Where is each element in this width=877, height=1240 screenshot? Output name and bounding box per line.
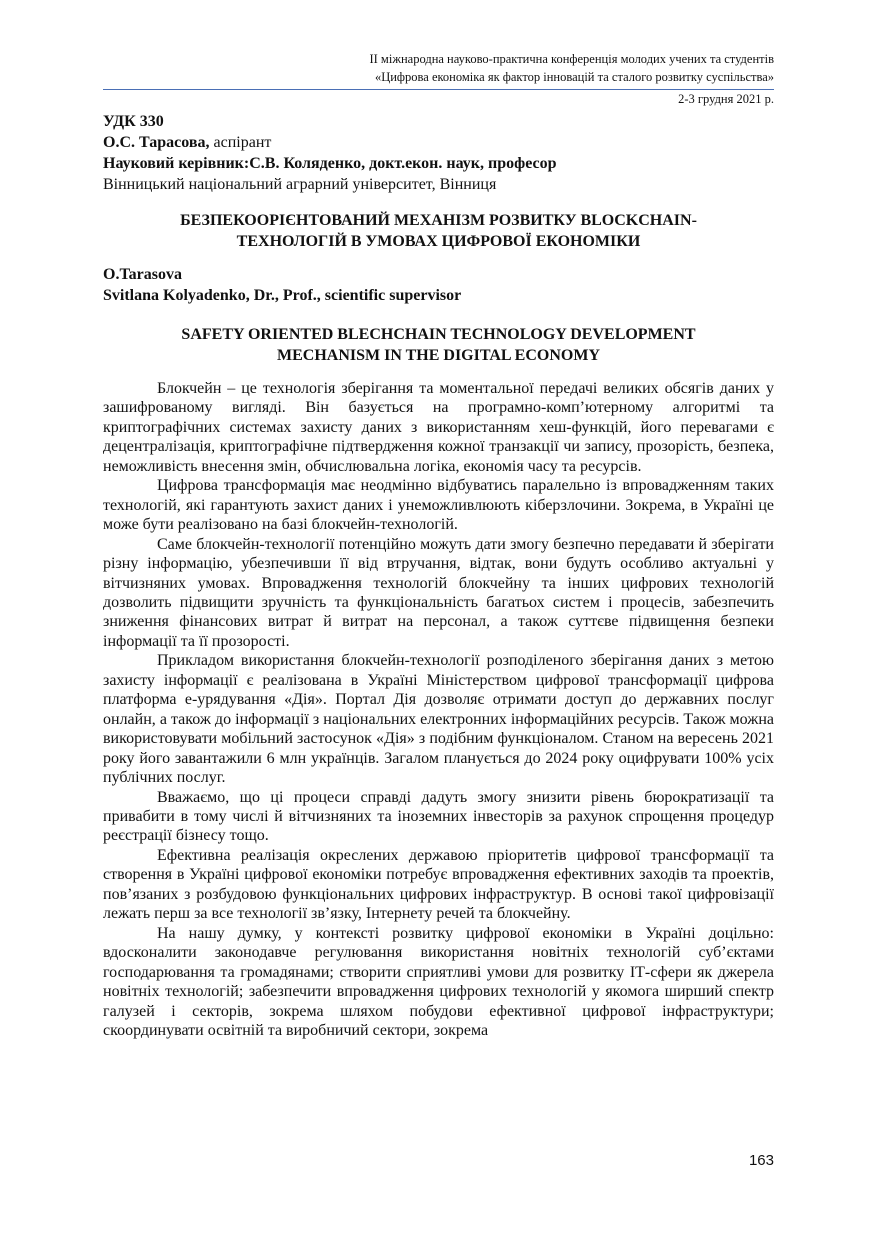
body-paragraph: Цифрова трансформація має неодмінно відбуватись паралельно із впровадженням таких технологій, які гарантують захист даних і унеможливлюють кіберзлочини. Зокрема, в Україні це може бути реалізовано на базі блокчейн-технологій. [103,477,774,534]
supervisor-label: Науковий керівник: [103,155,250,172]
article-title-ua [103,210,774,252]
article-title-en-line-1: SAFETY ORIENTED BLECHCHAIN TECHNOLOGY DEVELOPMENT [181,326,696,343]
supervisor-line [103,153,774,174]
conference-header [369,50,774,86]
article-meta [103,111,774,195]
body-paragraph: Вважаємо, що ці процеси справді дадуть змогу знизити рівень бюрократизації та привабити в тому числі й вітчизняних та іноземних інвесторів за рахунок спрощення процедур реєстрації бізнесу тощо. [103,788,774,845]
author-line [103,132,774,153]
conference-date: 2-3 грудня 2021 р. [678,92,774,106]
article-title-en-line-2: MECHANISM IN THE DIGITAL ECONOMY [277,347,600,364]
body-paragraph: На нашу думку, у контексті розвитку цифрової економіки в Україні доцільно: вдосконалити законодавче регулювання використання новітніх технологій суб’єктами господарювання та громадянами; створити сприятливі умови для розвитку ІТ-сфери як джерела новітніх технологій; забезпечити впровадження цифрових технологій у якомога ширший спектр галузей і секторів, зокрема шляхом побудови ефективної цифрової інфраструктури; скоординувати освітній та виробничий сектори, зокрема [103,924,774,1039]
body-paragraph: Ефективна реалізація окреслених державою пріоритетів цифрової трансформації та створення в Україні цифрової економіки потребує впровадження ефективних заходів та проектів, пов’язаних з розбудовою функціональних цифрових інфраструктур. В основі такої цифровізації лежать перш за все технології зв’язку, Інтернету речей та блокчейну. [103,846,774,923]
body-paragraph: Саме блокчейн-технології потенційно можуть дати змогу безпечно передавати й зберігати різну інформацію, убезпечивши її від втручання, відтак, вони будуть особливо актуальні у вітчизняних умовах. Впровадження технологій блокчейну та інших цифрових технологій дозволить підвищити зручність та функціональність багатьох систем і процесів, забезпечить зниження фінансових витрат й витрат на персонал, а також суттєве підвищення безпеки інформації та її прозорості. [103,535,774,650]
body-paragraph: Блокчейн – це технологія зберігання та моментальної передачі великих обсягів даних у зашифрованому вигляді. Він базується на програмно-комп’ютерному алгоритмі та криптографічних системах захисту даних з використанням хеш-функцій, його перевагами є децентралізація, криптографічне підтвердження кожної транзакції чи запису, прозорість, безпека, неможливість внесення змін, обчислювальна логіка, економія часу та ресурсів. [103,380,774,475]
author-role: аспірант [209,134,272,151]
page-number: 163 [748,1152,774,1169]
article-title-ua-line-1: БЕЗПЕКООРІЄНТОВАНИЙ МЕХАНІЗМ РОЗВИТКУ BLOCKCHAIN- [180,212,697,229]
author-name: О.С. Тарасова, [103,134,210,151]
affiliation: Вінницький національний аграрний університет, Вінниця [103,176,497,193]
conference-header-line-1: ІІ міжнародна науково-практична конференція молодих учених та студентів [369,52,774,66]
article-body [103,379,774,1040]
english-supervisor: Svitlana Kolyadenko, Dr., Prof., scientific supervisor [103,287,462,304]
udc-code: УДК 330 [103,113,164,130]
supervisor-name: С.В. Коляденко, докт.екон. наук, професор [249,155,557,172]
body-paragraph: Прикладом використання блокчейн-технології розподіленого зберігання даних з метою захисту інформації є реалізована в Україні Міністерством цифрової трансформації цифрова платформа е-урядування «Дія». Портал Дія дозволяє отримати доступ до державних послуг онлайн, а також до інформації з національних електронних інформаційних ресурсів. Також можна використовувати мобільний застосунок «Дія» з подібним функціоналом. Станом на вересень 2021 року його завантажили 6 млн українців. Загалом планується до 2024 року оцифрувати 100% усіх публічних послуг. [103,652,774,787]
conference-header-line-2: «Цифрова економіка як фактор інновацій та сталого розвитку суспільства» [374,70,774,84]
header-divider [103,89,774,90]
article-title-en [103,324,774,366]
article-title-ua-line-2: ТЕХНОЛОГІЙ В УМОВАХ ЦИФРОВОЇ ЕКОНОМІКИ [236,233,641,250]
english-author-name: O.Tarasova [103,266,182,283]
english-authors [103,264,774,306]
